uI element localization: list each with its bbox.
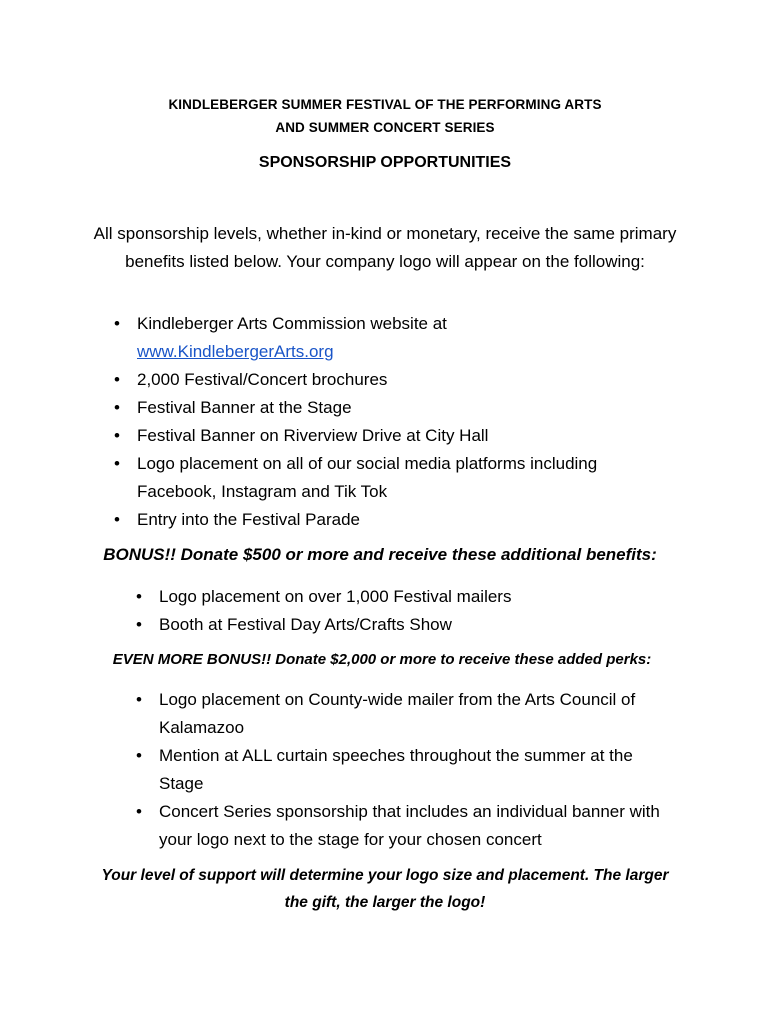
page-title: SPONSORSHIP OPPORTUNITIES xyxy=(258,154,512,171)
festival-title-line-1: KINDLEBERGER SUMMER FESTIVAL OF THE PERFORMING ARTS xyxy=(168,97,602,112)
list-item: • Logo placement on over 1,000 Festival mailers xyxy=(134,583,694,611)
bonus-benefits-list xyxy=(134,583,694,639)
festival-title-line-2: AND SUMMER CONCERT SERIES xyxy=(275,120,495,135)
list-item: • Booth at Festival Day Arts/Crafts Show xyxy=(134,611,694,639)
list-item xyxy=(112,310,672,366)
intro-paragraph: All sponsorship levels, whether in-kind or monetary, receive the same primary benefits listed below. Your company logo will appear on the following: xyxy=(93,224,677,271)
closing-statement: Your level of support will determine your logo size and placement. The larger the gift, the larger the logo! xyxy=(101,867,669,911)
list-item: • 2,000 Festival/Concert brochures xyxy=(112,366,672,394)
even-more-bonus-heading: EVEN MORE BONUS!! Donate $2,000 or more to receive these added perks: xyxy=(112,651,652,668)
list-item: • Mention at ALL curtain speeches throughout the summer at the Stage xyxy=(134,742,664,798)
list-item: • Entry into the Festival Parade xyxy=(112,506,672,534)
list-item-text: Kindleberger Arts Commission website at xyxy=(137,314,447,333)
even-more-bonus-list xyxy=(134,686,694,854)
list-item: • Concert Series sponsorship that includes an individual banner with your logo next to the stage for your chosen concert xyxy=(134,798,674,854)
bonus-heading: BONUS!! Donate $500 or more and receive these additional benefits: xyxy=(103,545,657,564)
website-link[interactable]: www.KindlebergerArts.org xyxy=(137,342,334,361)
list-item: • Festival Banner on Riverview Drive at City Hall xyxy=(112,422,672,450)
list-item: • Festival Banner at the Stage xyxy=(112,394,672,422)
list-item: • Logo placement on County-wide mailer from the Arts Council of Kalamazoo xyxy=(134,686,664,742)
list-item: • Logo placement on all of our social media platforms including Facebook, Instagram and Tik Tok xyxy=(112,450,657,506)
primary-benefits-list xyxy=(112,310,672,534)
